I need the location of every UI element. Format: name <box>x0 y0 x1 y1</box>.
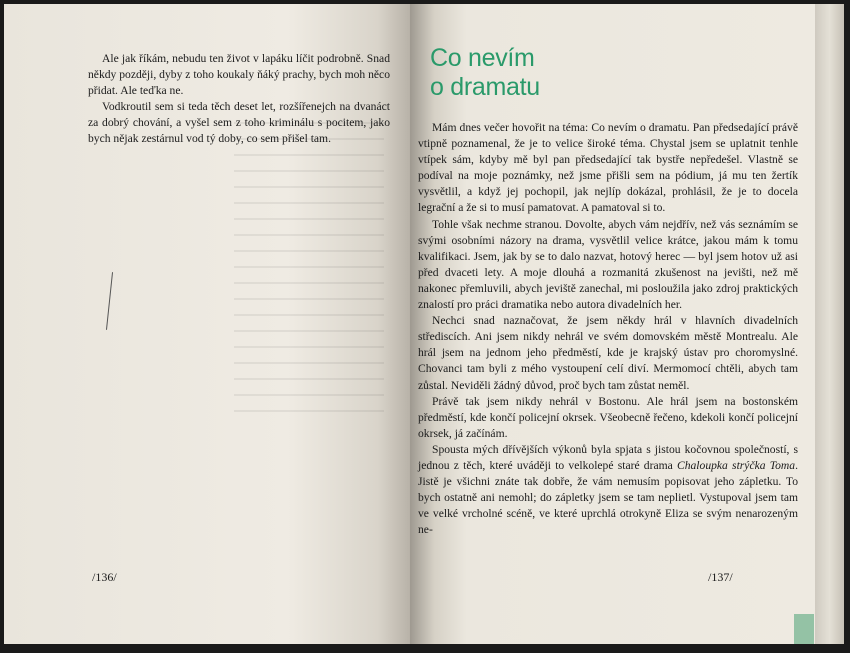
paragraph <box>418 442 798 539</box>
paragraph: Vodkroutil sem si teda těch deset let, rozšířenejch na dvanáct za dobrý chování, a vyšel sem z toho kriminálu s pocitem, jako bych nějak zestárnul vod tý doby, co sem přišel tam. <box>88 100 390 146</box>
right-page <box>410 4 815 644</box>
paragraph: Nechci snad naznačovat, že jsem někdy hrál v hlavních divadelních střediscích. Ani jsem nikdy nehrál ve svém domovském městě Montrealu. Ale hrál jsem na jednom jeho předměstí, kde je krajský ústav pro choromyslné. Chovanci tam byli z mého vystoupení celí diví. Mermomocí chtěli, abych tam zůstal. Neviděli žádný důvod, proč bych tam zůstat neměl. <box>418 314 798 392</box>
pencil-mark <box>106 272 113 330</box>
chapter-title <box>430 44 540 102</box>
text-run: Spousta mých dřívějších výkonů byla spjata s jistou kočovnou společností, s jednou z těch, které uváději to velkolepé staré drama <box>418 442 798 472</box>
paragraph: Právě tak jsem nikdy nehrál v Bostonu. Ale hrál jsem na bostonském předměstí, kde končí policejní okrsek. Všeobecně řečeno, kdekoli končí policejní okrsek, já začínám. <box>418 394 798 440</box>
page-number: /137/ <box>708 570 733 584</box>
text-run: . Jistě je všichni znáte tak dobře, že vám nemusím popisovat jeho zápletku. To bych ostatně ani nemohl; do zápletky jsem se tam neplietl. Vystupoval jsem tam ve velké vrcholné scéně, ve které uprchlá otrokyně Eliza se svým nenarozeným ne- <box>418 458 798 537</box>
left-page-text <box>88 51 390 148</box>
chapter-title-line: Co nevím <box>430 44 535 72</box>
paragraph: Ale jak říkám, nebudu ten život v lapáku líčit podrobně. Snad někdy později, dyby z toho koukaly ňáký prachy, bych moh něco přidat. Ale teďka ne. <box>88 52 390 98</box>
page-number: /136/ <box>92 570 117 584</box>
left-page <box>4 4 410 644</box>
green-edge-tab <box>794 614 814 644</box>
italic-title: Chaloupka strýčka Toma <box>676 458 796 472</box>
show-through-text <box>234 122 384 422</box>
open-book <box>4 4 844 648</box>
paragraph: Tohle však nechme stranou. Dovolte, abych vám nejdřív, než vás seznámím se svými osobními názory na drama, vysvětlil velice krátce, jakou mám k tomu kvalifikaci. Jsem, jak by se to dalo nazvat, hotový herec — byl jsem hotov už asi před dvaceti lety. A moje dlouhá a rozmanitá zkušenost na jevišti, než mě nakonec přemluvili, abych jeviště zanechal, mi posloužila jako zdroj praktických znalostí pro práci dramatika nebo autora divadelních her. <box>418 217 798 312</box>
paragraph: Mám dnes večer hovořit na téma: Co nevím o dramatu. Pan předsedající právě vtipně poznamenal, že je to velice široké téma. Chystal jsem se uplatnit tenhle vtípek sám, kdyby mě byl pan předsedající tak bystře nepředešel. Vlastně se podíval na moje poznámky, než jsme přišli sem na pódium, já mu ten žertík vysvětlil, a když jej pochopil, jak nejlíp dokázal, prohlásil, že je to docela legrační a že si to musí pamatovat. A pamatoval si to. <box>418 121 798 215</box>
right-page-text <box>418 120 798 538</box>
chapter-title-line: o dramatu <box>430 73 540 101</box>
page-edges <box>815 4 844 644</box>
